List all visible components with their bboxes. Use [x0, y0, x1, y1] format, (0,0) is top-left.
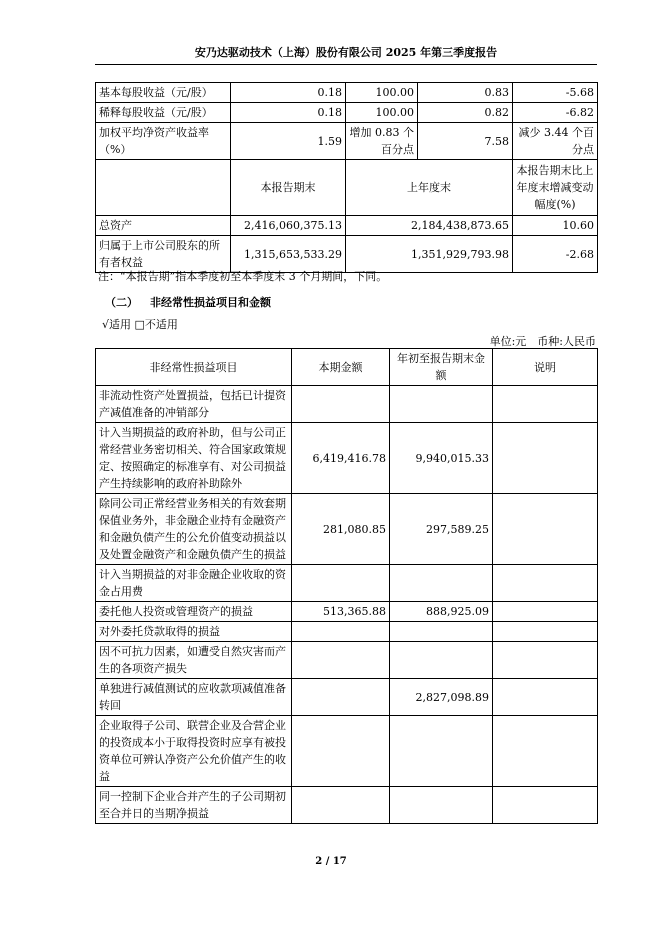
header-cell: 上年度末: [346, 160, 513, 216]
table-header-row: [96, 349, 598, 386]
table-note: 注：“本报告期”指本季度初至本季度末 3 个月期间，下同。: [98, 270, 388, 283]
table-cell: [493, 423, 598, 494]
header-cell: 本报告期末: [231, 160, 346, 216]
table-cell: [292, 622, 390, 642]
section-number: （二）: [105, 296, 138, 309]
table-cell: -5.68: [513, 83, 598, 103]
table-row: [96, 622, 598, 642]
table-cell: 企业取得子公司、联营企业及合营企业的投资成本小于取得投资时应享有被投资单位可辨认净资产公允价值产生的收益: [96, 716, 292, 787]
table-cell: [493, 642, 598, 679]
table-cell: 2,184,438,873.65: [346, 216, 513, 236]
applicable-checkbox-text: √适用 □不适用: [102, 318, 178, 331]
header-cell: 本期金额: [292, 349, 390, 386]
table-row: [96, 236, 598, 273]
table-cell: 1,315,653,533.29: [231, 236, 346, 273]
table-cell: 0.82: [418, 103, 513, 123]
table-cell: 1.59: [231, 123, 346, 160]
table-cell: 加权平均净资产收益率（%）: [96, 123, 231, 160]
table-cell: 100.00: [346, 103, 418, 123]
table-cell: 计入当期损益的对非金融企业收取的资金占用费: [96, 565, 292, 602]
table-cell: -6.82: [513, 103, 598, 123]
table-cell: 委托他人投资或管理资产的损益: [96, 602, 292, 622]
table-cell: [390, 622, 493, 642]
table-cell: -2.68: [513, 236, 598, 273]
header-cell: 本报告期末比上年度末增减变动幅度(%): [513, 160, 598, 216]
table-cell: 计入当期损益的政府补助，但与公司正常经营业务密切相关、符合国家政策规定、按照确定的标准享有、对公司损益产生持续影响的政府补助除外: [96, 423, 292, 494]
table-cell: [390, 787, 493, 824]
table-row: [96, 787, 598, 824]
table-row: [96, 83, 598, 103]
header-cell: 年初至报告期末金额: [390, 349, 493, 386]
table-cell: [493, 787, 598, 824]
table-cell: 297,589.25: [390, 494, 493, 565]
table-row: [96, 602, 598, 622]
table-cell: [96, 160, 231, 216]
table-cell: [493, 716, 598, 787]
table-cell: 因不可抗力因素，如遭受自然灾害而产生的各项资产损失: [96, 642, 292, 679]
table-row: [96, 642, 598, 679]
table-cell: 513,365.88: [292, 602, 390, 622]
table-row: [96, 386, 598, 423]
table-cell: 对外委托贷款取得的损益: [96, 622, 292, 642]
table-cell: 100.00: [346, 83, 418, 103]
table-cell: 10.60: [513, 216, 598, 236]
table-cell: 基本每股收益（元/股）: [96, 83, 231, 103]
table-row: [96, 716, 598, 787]
page-number: 2 / 17: [315, 856, 347, 867]
table-cell: [493, 679, 598, 716]
currency-unit: 单位:元 币种:人民币: [489, 335, 596, 348]
table-cell: 888,925.09: [390, 602, 493, 622]
table-cell: 2,416,060,375.13: [231, 216, 346, 236]
table-cell: [292, 642, 390, 679]
table-cell: 7.58: [418, 123, 513, 160]
table-cell: 增加 0.83 个百分点: [346, 123, 418, 160]
page-header: 安乃达驱动技术（上海）股份有限公司 2025 年第三季度报告: [95, 44, 597, 65]
table-cell: 非流动性资产处置损益，包括已计提资产减值准备的冲销部分: [96, 386, 292, 423]
table-cell: 总资产: [96, 216, 231, 236]
table-cell: [292, 565, 390, 602]
table-cell: 0.18: [231, 83, 346, 103]
table-cell: [390, 716, 493, 787]
header-cell: 说明: [493, 349, 598, 386]
table-cell: 2,827,098.89: [390, 679, 493, 716]
table-row: [96, 494, 598, 565]
table-cell: 6,419,416.78: [292, 423, 390, 494]
non-recurring-items-table: [95, 348, 598, 824]
table-cell: [390, 565, 493, 602]
table-row: [96, 103, 598, 123]
table-cell: [292, 679, 390, 716]
table-cell: 1,351,929,793.98: [346, 236, 513, 273]
table-cell: [493, 622, 598, 642]
financial-summary-table: [95, 82, 598, 273]
table-cell: 除同公司正常经营业务相关的有效套期保值业务外，非金融企业持有金融资产和金融负债产生的公允价值变动损益以及处置金融资产和金融负债产生的损益: [96, 494, 292, 565]
table-cell: [493, 494, 598, 565]
section-title: 非经常性损益项目和金额: [150, 296, 271, 309]
table-cell: [390, 386, 493, 423]
table-row: [96, 423, 598, 494]
table-cell: [292, 716, 390, 787]
table-cell: [390, 642, 493, 679]
table-cell: [292, 787, 390, 824]
table-cell: [493, 602, 598, 622]
table-row: [96, 565, 598, 602]
table-cell: 同一控制下企业合并产生的子公司期初至合并日的当期净损益: [96, 787, 292, 824]
table-row: [96, 123, 598, 160]
table-row: [96, 216, 598, 236]
table-cell: 单独进行减值测试的应收款项减值准备转回: [96, 679, 292, 716]
table-cell: 9,940,015.33: [390, 423, 493, 494]
table-row: [96, 679, 598, 716]
table-cell: 0.83: [418, 83, 513, 103]
table-cell: 减少 3.44 个百分点: [513, 123, 598, 160]
table-cell: 281,080.85: [292, 494, 390, 565]
header-cell: 非经常性损益项目: [96, 349, 292, 386]
table-cell: 稀释每股收益（元/股）: [96, 103, 231, 123]
table-cell: [493, 386, 598, 423]
table-subheader-row: [96, 160, 598, 216]
table-cell: [493, 565, 598, 602]
table-cell: [292, 386, 390, 423]
table-cell: 0.18: [231, 103, 346, 123]
section-heading: [105, 294, 271, 310]
table-cell: 归属于上市公司股东的所有者权益: [96, 236, 231, 273]
